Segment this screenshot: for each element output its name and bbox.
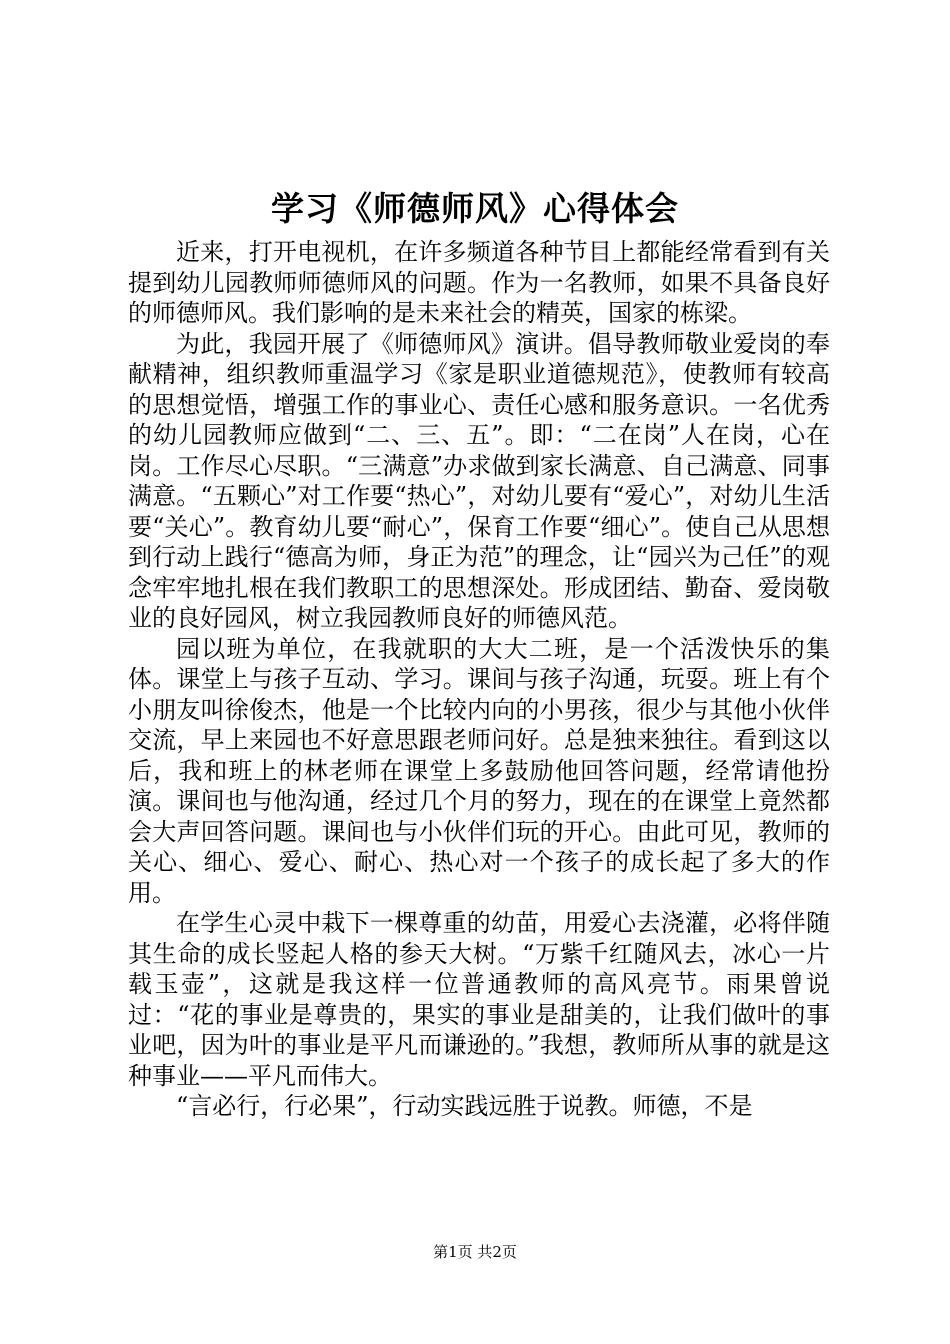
page-number-footer: 第1页 共2页 — [433, 1243, 517, 1261]
paragraph-2: 为此，我园开展了《师德师风》演讲。倡导教师敬业爱岗的奉献精神，组织教师重温学习《家是职业道德规范》，使教师有较高的思想觉悟，增强工作的事业心、责任心感和服务意识。一名优秀的幼儿园教师应做到“二、三、五”。即：“二在岗”人在岗，心在岗。工作尽心尽职。“三满意”办求做到家长满意、自己满意、同事满意。“五颗心”对工作要“热心”，对幼儿要有“爱心”，对幼儿生活要“关心”。教育幼儿要“耐心”，保育工作要“细心”。使自己从思想到行动上践行“德高为师，身正为范”的理念，让“园兴为己任”的观念牢牢地扎根在我们教职工的思想深处。形成团结、勤奋、爱岗敬业的良好园风，树立我园教师良好的师德风范。 — [128, 329, 830, 632]
document-body — [128, 237, 830, 1122]
paragraph-3: 园以班为单位，在我就职的大大二班，是一个活泼快乐的集体。课堂上与孩子互动、学习。课间与孩子沟通，玩耍。班上有个小朋友叫徐俊杰，他是一个比较内向的小男孩，很少与其他小伙伴交流，早上来园也不好意思跟老师问好。总是独来独往。看到这以后，我和班上的林老师在课堂上多鼓励他回答问题，经常请他扮演。课间也与他沟通，经过几个月的努力，现在的在课堂上竟然都会大声回答问题。课间也与小伙伴们玩的开心。由此可见，教师的关心、细心、爱心、耐心、热心对一个孩子的成长起了多大的作用。 — [128, 634, 830, 907]
paragraph-1: 近来，打开电视机，在许多频道各种节目上都能经常看到有关提到幼儿园教师师德师风的问题。作为一名教师，如果不具备良好的师德师风。我们影响的是未来社会的精英，国家的栋梁。 — [128, 238, 830, 327]
paragraph-4: 在学生心灵中栽下一棵尊重的幼苗，用爱心去浇灌，必将伴随其生命的成长竖起人格的参天大树。“万紫千红随风去，冰心一片载玉壶”，这就是我这样一位普通教师的高风亮节。雨果曾说过：“花的事业是尊贵的，果实的事业是甜美的，让我们做叶的事业吧，因为叶的事业是平凡而谦逊的。”我想，教师所从事的就是这种事业——平凡而伟大。 — [128, 909, 830, 1090]
paragraph-5: “言必行，行必果”，行动实践远胜于说教。师德，不是 — [176, 1092, 753, 1120]
document-title: 学习《师德师风》心得体会 — [271, 189, 679, 228]
